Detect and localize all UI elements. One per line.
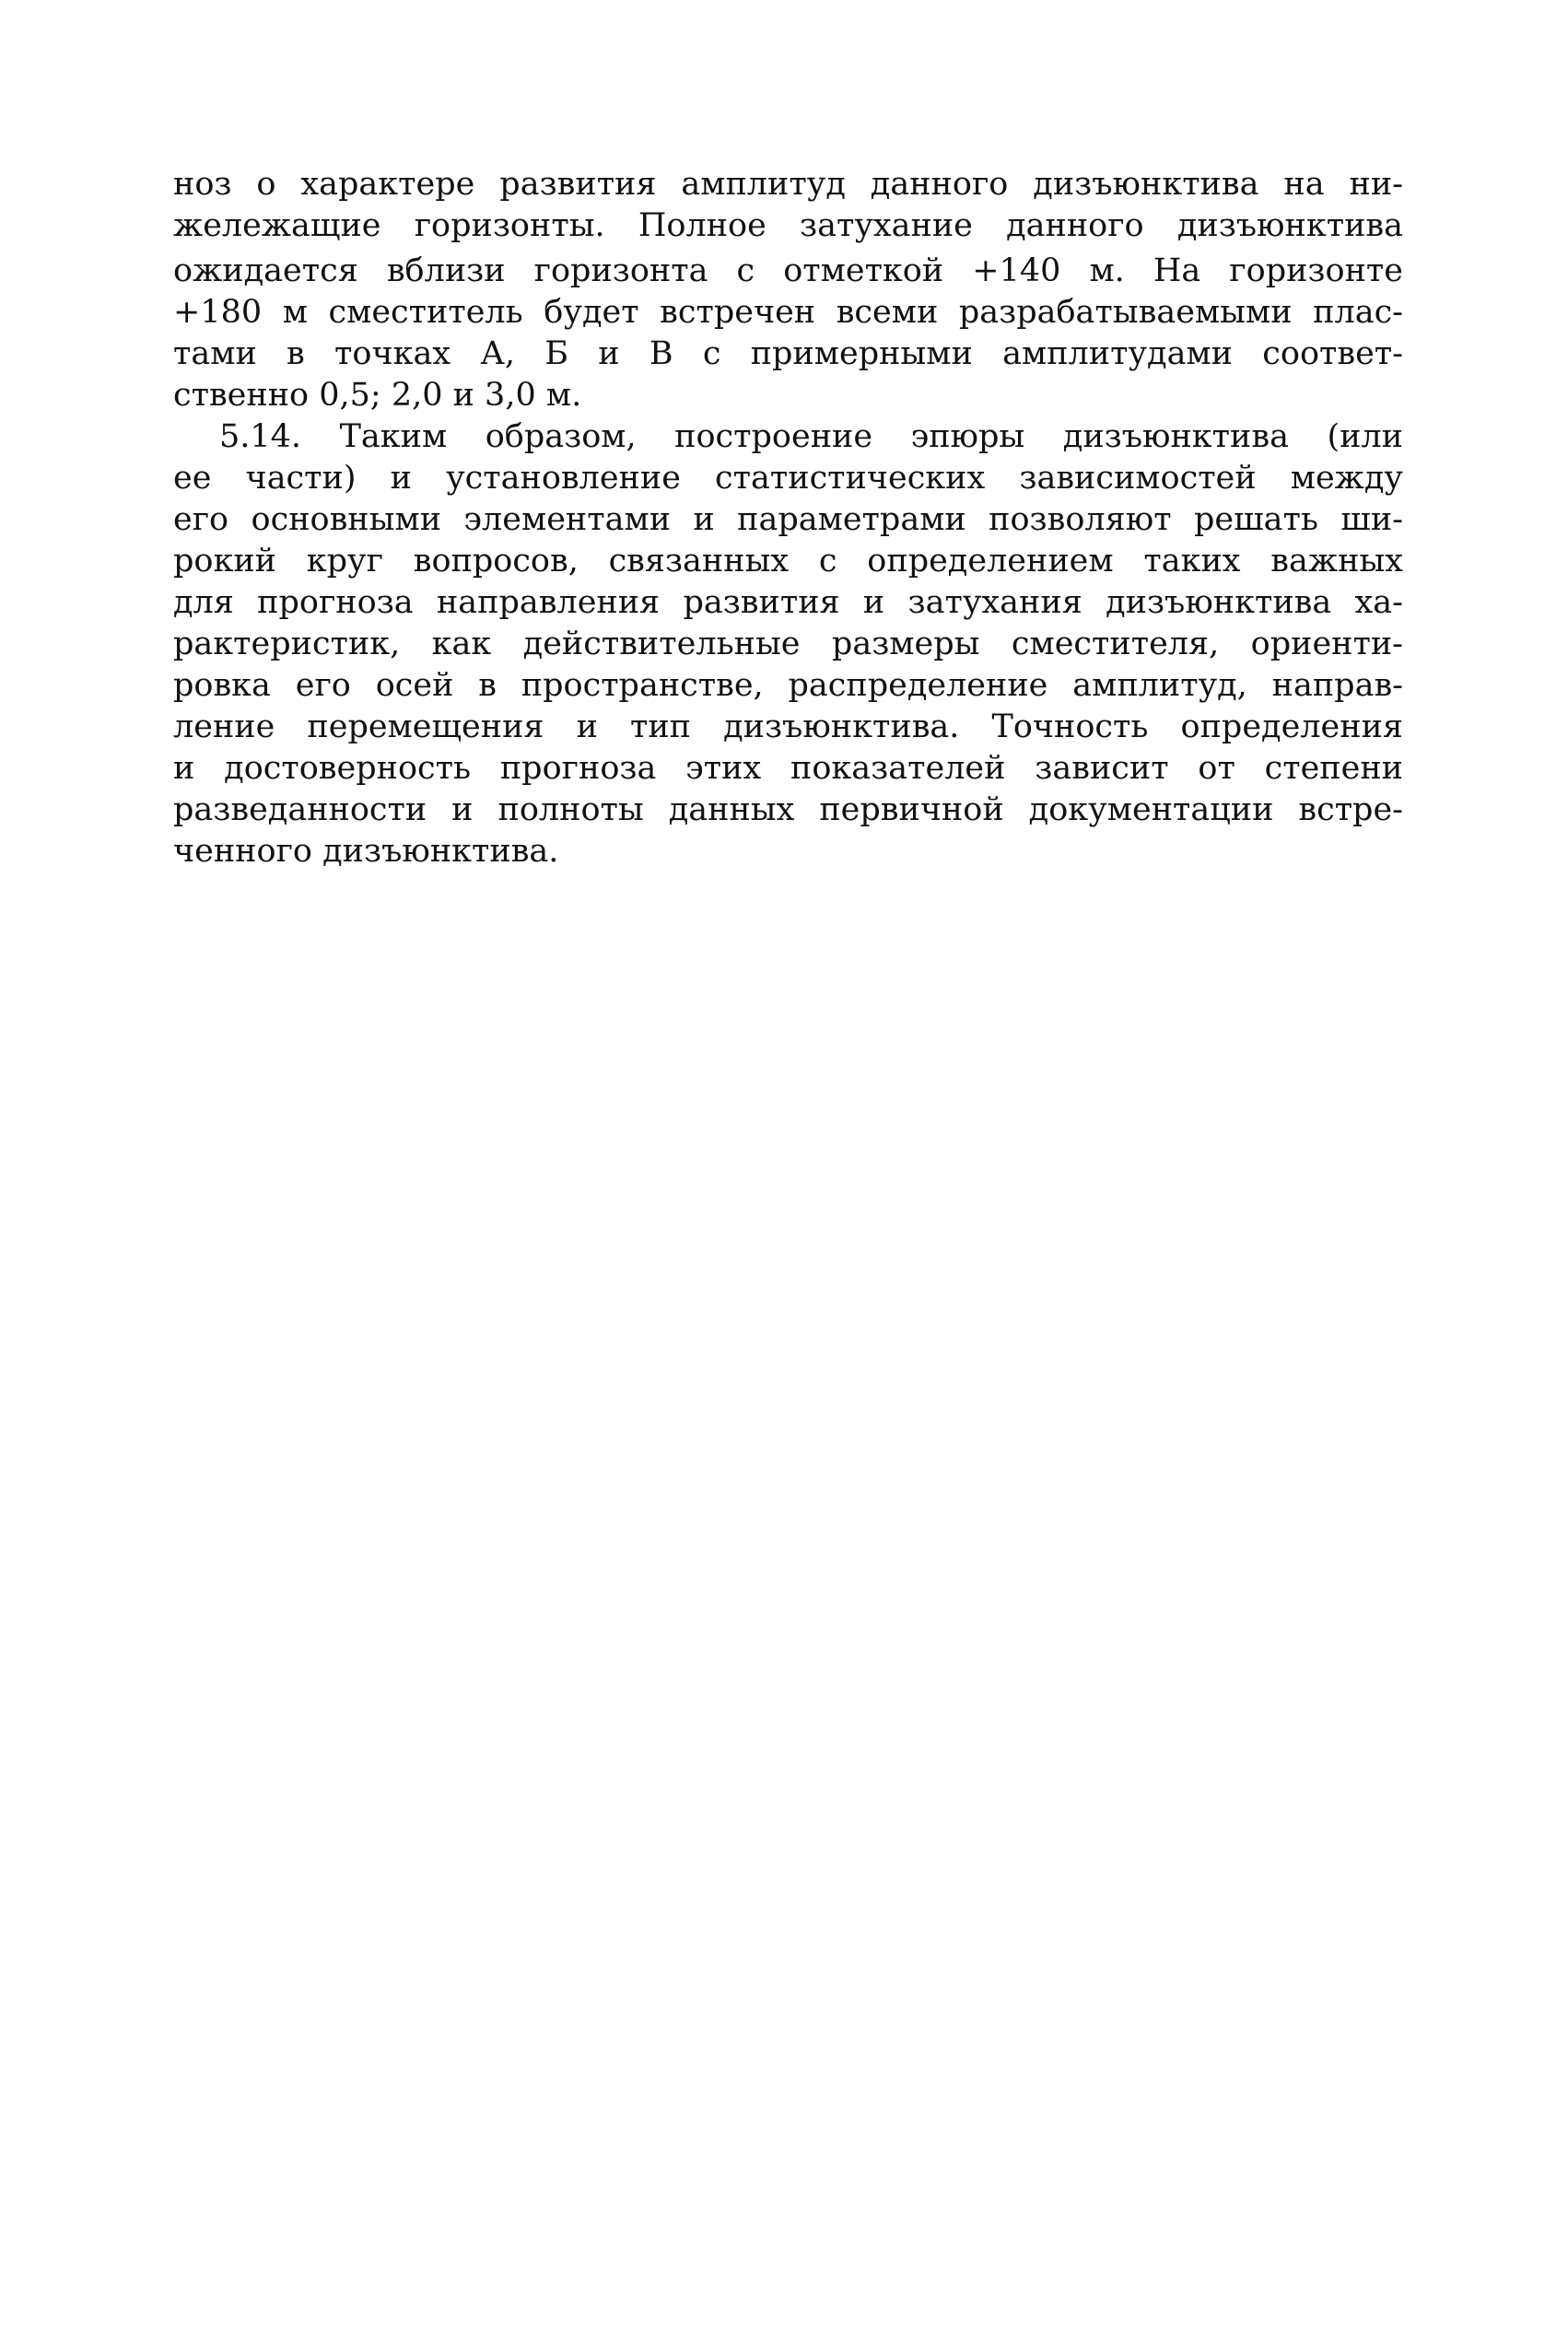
text-line: разведанности и полноты данных первичной документации встре- (173, 791, 1403, 828)
text-line: ление перемещения и тип дизъюнктива. Точность определения (173, 708, 1403, 745)
text-line: рокий круг вопросов, связанных с определением таких важных (173, 543, 1403, 579)
text-line: для прогноза направления развития и затухания дизъюнктива ха- (173, 584, 1403, 621)
text-line: ственно 0,5; 2,0 и 3,0 м. (173, 377, 582, 414)
text-line: ноз о характере развития амплитуд данного дизъюнктива на ни- (173, 166, 1403, 203)
text-line: жележащие горизонты. Полное затухание данного дизъюнктива (173, 207, 1403, 244)
body-text (173, 164, 1403, 872)
text-line: ее части) и установление статистических зависимостей между (173, 460, 1403, 497)
paragraph-2 (173, 416, 1403, 872)
text-line: +180 м сместитель будет встречен всеми разрабатываемыми плас- (173, 294, 1403, 331)
text-line: ченного дизъюнктива. (173, 833, 559, 870)
text-line: и достоверность прогноза этих показателей зависит от степени (173, 750, 1403, 787)
text-line: ожидается вблизи горизонта с отметкой +140 м. На горизонте (173, 252, 1403, 289)
text-line: ровка его осей в пространстве, распределение амплитуд, направ- (173, 667, 1403, 704)
text-line: рактеристик, как действительные размеры сместителя, ориенти- (173, 626, 1403, 662)
text-line: его основными элементами и параметрами позволяют решать ши- (173, 501, 1403, 538)
text-line: 5.14. Таким образом, построение эпюры дизъюнктива (или (219, 418, 1403, 455)
text-line: тами в точках А, Б и В с примерными амплитудами соответ- (173, 335, 1403, 372)
paragraph-1 (173, 164, 1403, 416)
